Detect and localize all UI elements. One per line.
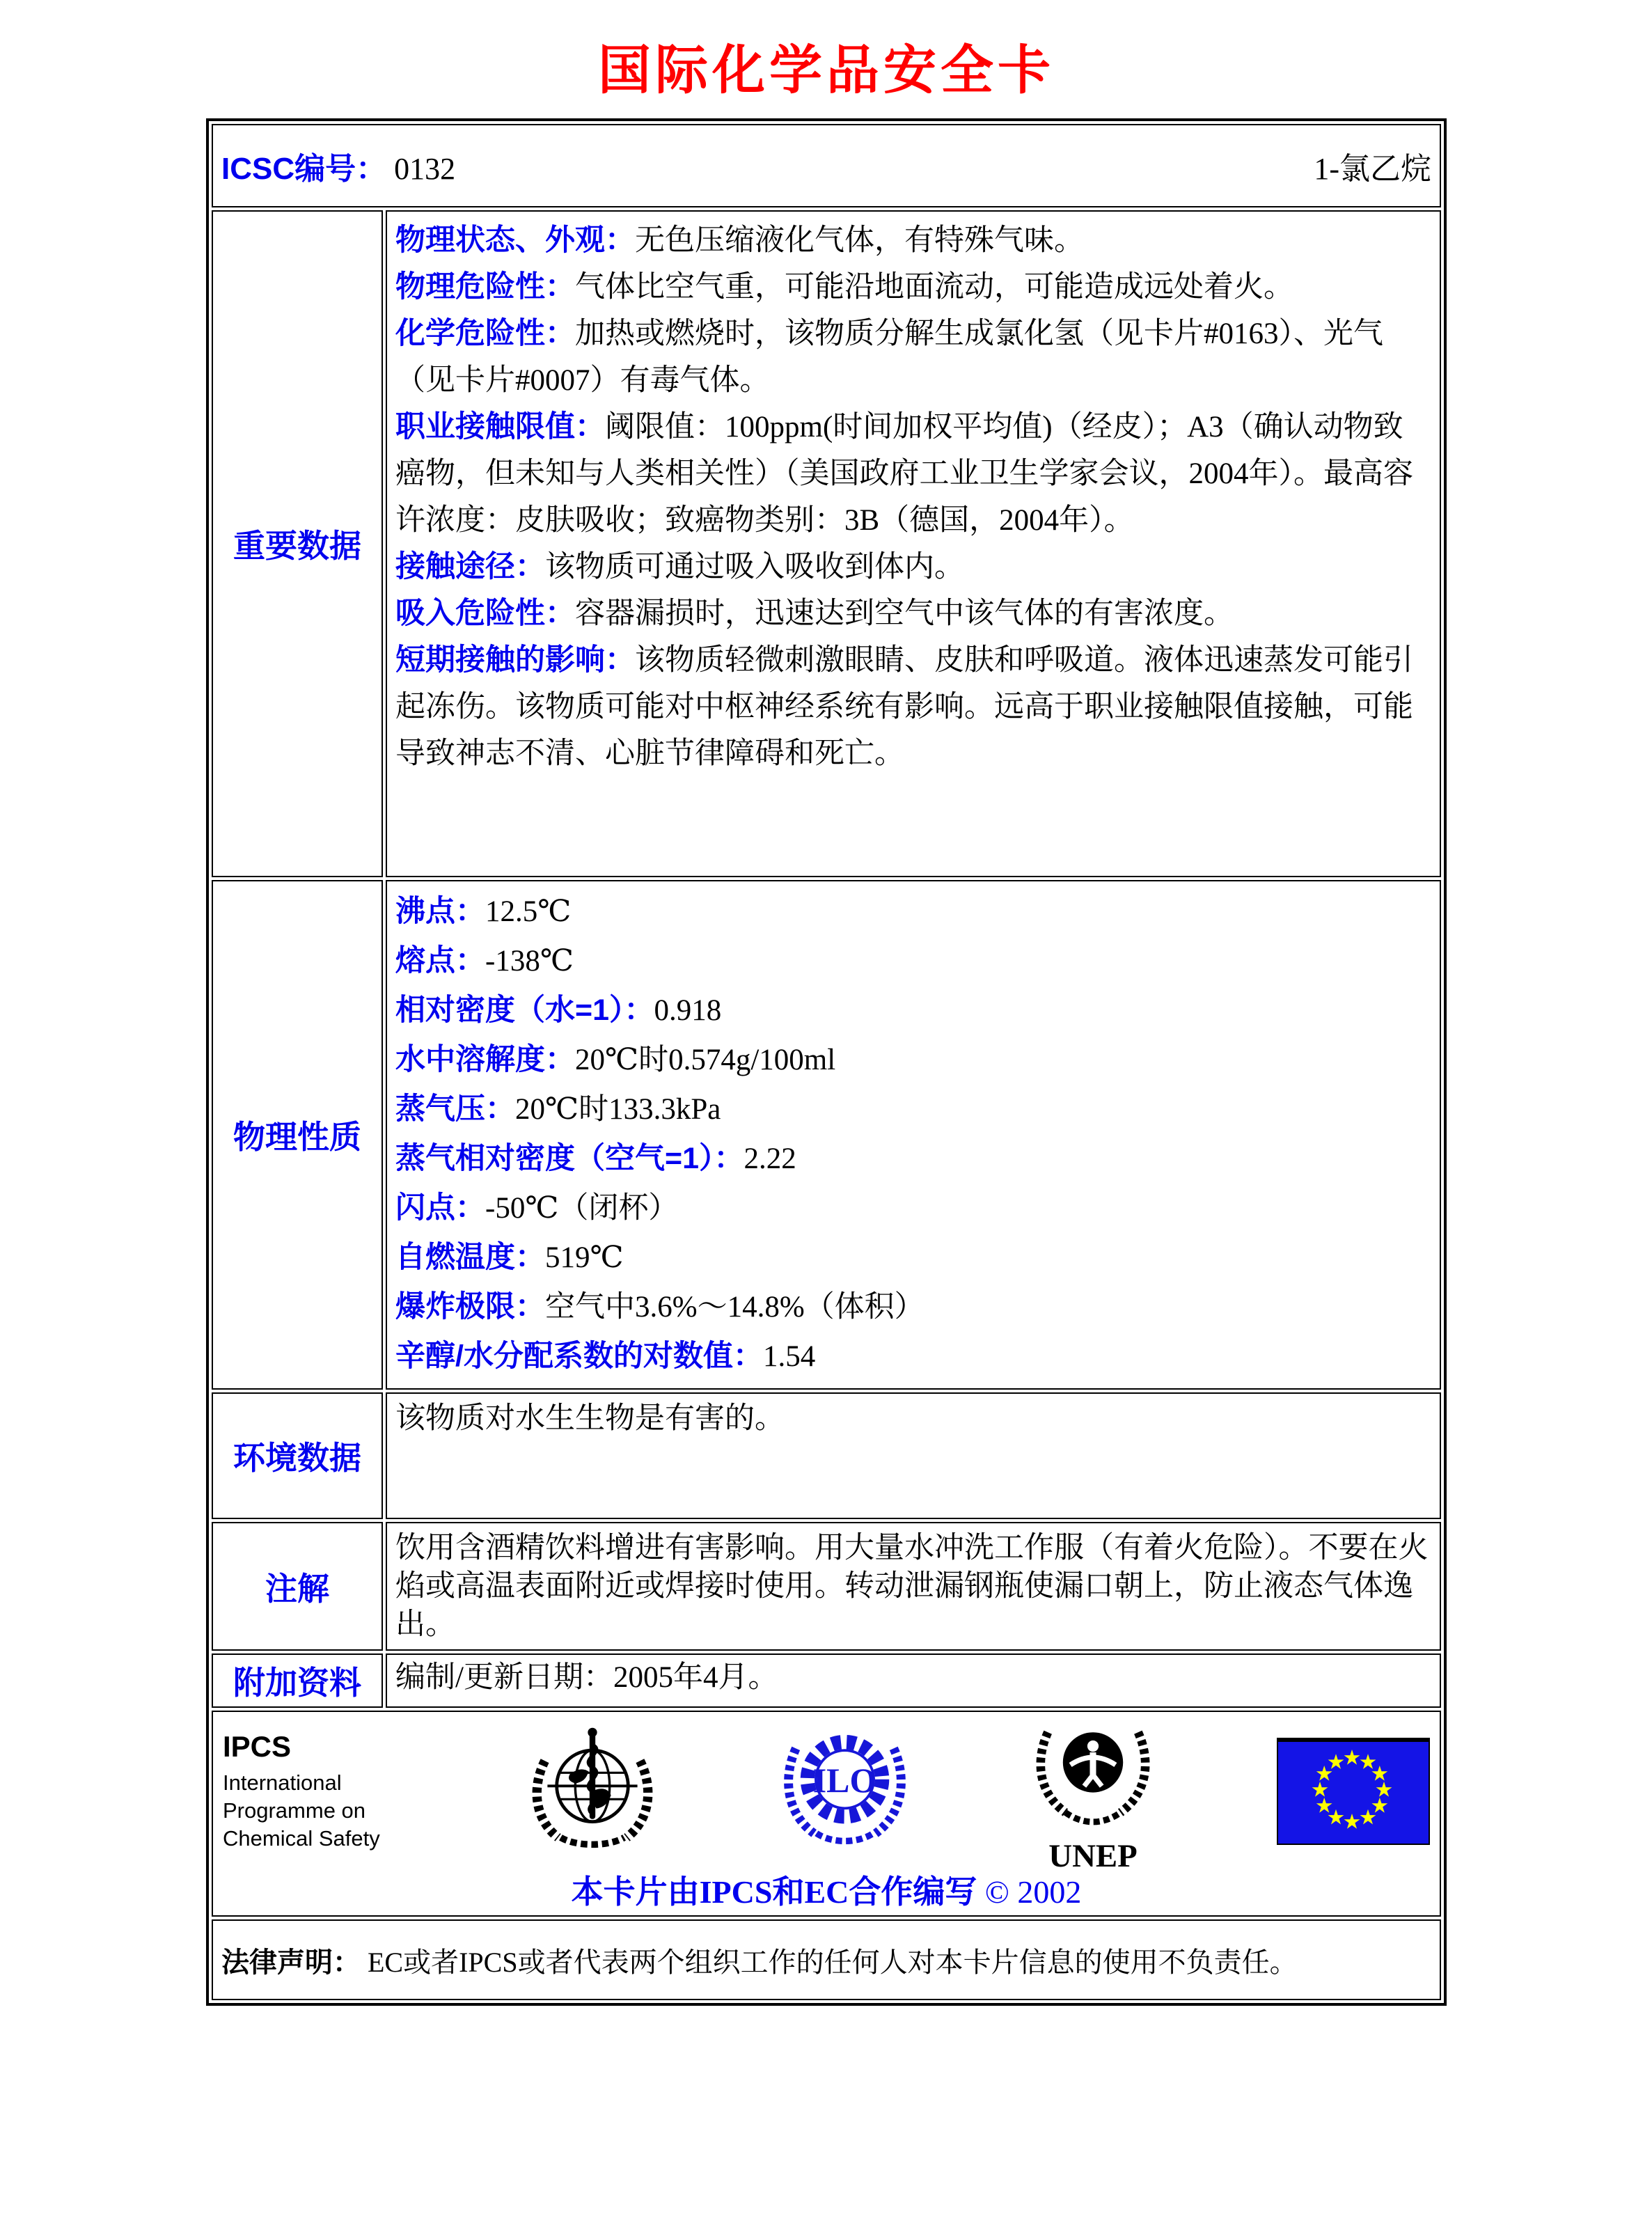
section-label-notes: 注解: [212, 1522, 383, 1651]
header-cell: [212, 124, 1441, 207]
legal-label: 法律声明：: [221, 1947, 361, 1978]
field-line: [395, 1134, 1431, 1184]
section-row-environmental-data: [212, 1392, 1441, 1519]
legal-row: [212, 1919, 1441, 2000]
section-row-physical-properties: [212, 880, 1441, 1390]
field-text: 加热或燃烧时，该物质分解生成氯化氢（见卡片#0163）、光气（见卡片#0007）有毒气体。: [395, 317, 1383, 397]
field-text: 20℃时133.3kPa: [515, 1093, 721, 1126]
section-label-physical-properties: 物理性质: [212, 880, 383, 1390]
field-line: [395, 1035, 1431, 1085]
field-label: 闪点：: [395, 1191, 485, 1225]
field-label: 职业接触限值：: [395, 410, 605, 443]
icsc-card-table: [206, 118, 1447, 2006]
field-line: [395, 217, 1431, 264]
field-label: 接触途径：: [395, 550, 545, 583]
field-line: [395, 936, 1431, 986]
field-text: 饮用含酒精饮料增进有害影响。用大量水冲洗工作服（有着火危险）。不要在火焰或高温表面附近或焊接时使用。转动泄漏钢瓶使漏口朝上，防止液态气体逸出。: [395, 1532, 1429, 1641]
field-label: 自燃温度：: [395, 1241, 545, 1274]
header-row: [212, 124, 1441, 207]
field-label: 沸点：: [395, 895, 485, 928]
field-line: [395, 264, 1431, 311]
field-text: 无色压缩液化气体，有特殊气味。: [635, 224, 1084, 257]
field-label: 蒸气压：: [395, 1092, 515, 1126]
field-line: [395, 986, 1431, 1035]
ipcs-text-block: [223, 1730, 405, 1853]
section-content-additional-info: [386, 1653, 1441, 1708]
field-line: [395, 590, 1431, 637]
field-line: [395, 637, 1431, 777]
eu-flag-icon: [1277, 1738, 1430, 1845]
field-text: 519℃: [545, 1241, 624, 1274]
field-text: -138℃: [485, 945, 574, 977]
field-label: 化学危险性：: [395, 317, 575, 350]
unep-letters: UNEP: [1048, 1837, 1138, 1873]
ipcs-line: Chemical Safety: [223, 1826, 380, 1851]
section-label-additional-info: 附加资料: [212, 1653, 383, 1708]
field-line: [395, 1233, 1431, 1282]
logos-cell: [212, 1711, 1441, 1917]
field-label: 熔点：: [395, 944, 485, 977]
field-label: 水中溶解度：: [395, 1043, 575, 1076]
field-text: 容器漏损时，迅速达到空气中该气体的有害浓度。: [575, 597, 1234, 630]
icsc-number-label: ICSC编号：: [221, 152, 387, 186]
field-text: 1.54: [762, 1340, 816, 1373]
ipcs-acronym: IPCS: [223, 1730, 292, 1763]
field-line: [395, 1660, 1431, 1695]
field-line: [395, 404, 1431, 544]
field-label: 吸入危险性：: [395, 597, 575, 630]
field-line: [395, 1399, 1431, 1438]
section-content-notes: [386, 1522, 1441, 1651]
footer-copyright: © 2002: [984, 1874, 1082, 1910]
field-label: 短期接触的影响：: [395, 643, 635, 677]
legal-cell: [212, 1919, 1441, 2000]
field-label: 辛醇/水分配系数的对数值：: [395, 1340, 763, 1373]
ilo-logo-icon: [780, 1718, 909, 1865]
field-label: 物理状态、外观：: [395, 223, 635, 257]
field-line: [395, 887, 1431, 936]
field-text: -50℃（闭杯）: [485, 1192, 679, 1225]
section-row-notes: [212, 1522, 1441, 1651]
field-label: 相对密度（水=1）：: [395, 993, 654, 1027]
field-line: [395, 544, 1431, 590]
field-label: 蒸气相对密度（空气=1）：: [395, 1142, 744, 1175]
who-logo-icon: [526, 1724, 659, 1860]
field-line: [395, 1282, 1431, 1332]
field-text: 阈限值：100ppm(时间加权平均值)（经皮）；A3（确认动物致癌物，但未知与人类相关性）（美国政府工业卫生学家会议，2004年）。最高容许浓度：皮肤吸收；致癌物类别：3B（德国，2004年）。: [395, 411, 1413, 537]
section-label-environmental-data: 环境数据: [212, 1392, 383, 1519]
section-content-important-data: [386, 210, 1441, 877]
field-text: 0.918: [654, 994, 722, 1027]
field-text: 2.22: [744, 1142, 796, 1175]
section-row-additional-info: [212, 1653, 1441, 1708]
field-text: 编制/更新日期：2005年4月。: [395, 1661, 778, 1694]
field-text: 气体比空气重，可能沿地面流动，可能造成远处着火。: [575, 271, 1293, 304]
footer-caption-text: 本卡片由IPCS和EC合作编写: [571, 1874, 977, 1910]
unep-logo-icon: [1030, 1707, 1156, 1876]
field-line: [395, 1085, 1431, 1134]
section-row-important-data: [212, 210, 1441, 877]
field-line: [395, 1332, 1431, 1381]
icsc-number-value: 0132: [394, 152, 456, 186]
field-text: 该物质可通过吸入吸收到体内。: [545, 551, 964, 583]
ilo-letters: ILO: [812, 1761, 876, 1800]
field-label: 物理危险性：: [395, 270, 575, 304]
ipcs-line: Programme on: [223, 1798, 366, 1823]
field-line: [395, 1529, 1431, 1644]
field-label: 爆炸极限：: [395, 1290, 545, 1323]
field-text: 空气中3.6%～14.8%（体积）: [545, 1291, 925, 1323]
logos-row: [212, 1711, 1441, 1917]
field-text: 12.5℃: [485, 895, 572, 928]
section-label-important-data: 重要数据: [212, 210, 383, 877]
chemical-name: 1-氯乙烷: [1314, 152, 1431, 186]
footer-caption: [223, 1867, 1430, 1912]
field-line: [395, 311, 1431, 404]
legal-text: EC或者IPCS或者代表两个组织工作的任何人对本卡片信息的使用不负责任。: [368, 1946, 1298, 1978]
page-title: 国际化学品安全卡: [598, 42, 1055, 100]
field-text: 20℃时0.574g/100ml: [575, 1044, 836, 1076]
section-content-physical-properties: [386, 880, 1441, 1390]
field-text: 该物质轻微刺激眼睛、皮肤和呼吸道。液体迅速蒸发可能引起冻伤。该物质可能对中枢神经系统有影响。远高于职业接触限值接触，可能导致神志不清、心脏节律障碍和死亡。: [395, 644, 1413, 770]
section-content-environmental-data: [386, 1392, 1441, 1519]
field-line: [395, 1184, 1431, 1233]
field-text: 该物质对水生生物是有害的。: [395, 1402, 785, 1435]
ipcs-line: International: [223, 1770, 342, 1795]
